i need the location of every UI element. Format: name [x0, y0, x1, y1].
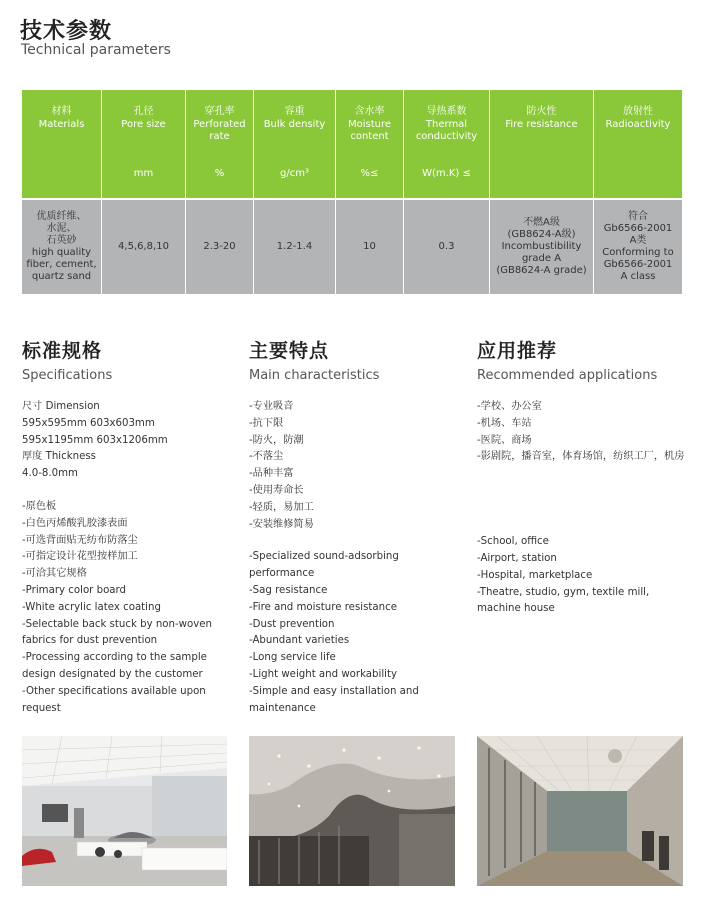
list-item: -可指定设计花型按样加工	[22, 551, 138, 563]
header-moisture-content: 含水率 Moisture content %≤	[336, 90, 404, 198]
list-item: -Airport, station	[477, 552, 557, 564]
cell-materials: 优质纤维、 水泥、 石英砂 high quality fiber, cement, quartz sand	[22, 200, 102, 294]
list-item: -Fire and moisture resistance	[249, 601, 397, 613]
size-line: 595x1195mm 603x1206mm	[22, 434, 168, 446]
list-item: -School, office	[477, 536, 549, 548]
list-item: -轻质，易加工	[249, 501, 314, 513]
list-item: -安装维修简易	[249, 518, 314, 530]
table-row	[22, 198, 682, 294]
cell-moisture-content: 10	[336, 200, 404, 294]
thickness-label: 厚度 Thickness	[22, 451, 96, 463]
list-item: -Hospital, marketplace	[477, 569, 593, 581]
header-perforated-rate: 穿孔率 Perforated rate %	[186, 90, 254, 198]
applications-title: 应用推荐	[477, 340, 558, 362]
size-label: 尺寸 Dimension	[22, 401, 100, 412]
header-pore-size: 孔径 Pore size mm	[102, 90, 186, 198]
header-materials: 材料 Materials	[22, 90, 102, 198]
list-item: -可选背面贴无纺布防落尘	[22, 534, 138, 546]
characteristics-section	[249, 336, 459, 717]
list-item: -Processing according to the sample design designated by the customer	[22, 652, 207, 680]
cell-radioactivity: 符合 Gb6566-2001 A类 Conforming to Gb6566-2001 A class	[602, 211, 674, 282]
header-bulk-density: 容重 Bulk density g/cm³	[254, 90, 336, 198]
cell-pore-size: 4,5,6,8,10	[102, 200, 186, 294]
list-item: -Dust prevention	[249, 618, 335, 630]
list-item: -Simple and easy installation and maintenance	[249, 685, 419, 714]
list-item: -White acrylic latex coating	[22, 601, 161, 613]
list-item: -不落尘	[249, 451, 284, 463]
list-item: -Abundant varieties	[249, 635, 350, 647]
list-item: -专业吸音	[249, 401, 294, 412]
cell-fire-resistance: 不燃A级 (GB8624-A级) Incombustibility grade A (GB8624-A grade)	[490, 200, 594, 294]
technical-parameters-table	[22, 90, 682, 294]
list-item: -影剧院，播音室，体育场馆，纺织工厂，机房	[477, 451, 685, 463]
cell-thermal-conductivity: 0.3	[404, 200, 490, 294]
header-fire-resistance: 防火性 Fire resistance	[490, 90, 594, 198]
header-thermal-conductivity: 导热系数 Thermal conductivity W(m.K) ≤	[404, 90, 490, 198]
list-item: -机场、车站	[477, 417, 532, 429]
list-item: -Selectable back stuck by non-woven fabrics for dust prevention	[22, 618, 212, 647]
showroom-photo	[22, 736, 227, 886]
characteristics-subtitle: Main characteristics	[249, 368, 380, 383]
list-item: -白色丙烯酸乳胶漆表面	[22, 517, 128, 529]
list-item: -使用寿命长	[249, 484, 304, 496]
corridor-photo	[477, 736, 683, 886]
list-item: -Long service life	[249, 652, 336, 664]
characteristics-title: 主要特点	[249, 340, 330, 362]
specifications-title: 标准规格	[22, 340, 103, 362]
list-item: -原色板	[22, 500, 57, 512]
list-item: -防火，防潮	[249, 434, 304, 446]
list-item: -品种丰富	[249, 468, 294, 480]
cell-perforated-rate: 2.3-20	[186, 200, 254, 294]
applications-subtitle: Recommended applications	[477, 368, 658, 383]
list-item: -医院、商场	[477, 434, 532, 446]
page-subtitle: Technical parameters	[21, 42, 171, 58]
table-header-row	[22, 90, 682, 198]
size-line: 595x595mm 603x603mm	[22, 417, 155, 429]
page-title: 技术参数	[20, 19, 113, 44]
list-item: -可洽其它规格	[22, 568, 87, 580]
thickness-value: 4.0-8.0mm	[22, 468, 78, 480]
list-item: -Other specifications available upon request	[22, 685, 206, 714]
specifications-subtitle: Specifications	[22, 368, 113, 383]
list-item: -学校、办公室	[477, 401, 542, 412]
hall-photo	[249, 736, 455, 886]
header-radioactivity: 放射性 Radioactivity	[605, 106, 671, 130]
cell-bulk-density: 1.2-1.4	[254, 200, 336, 294]
list-item: -抗下限	[249, 417, 284, 429]
list-item: -Sag resistance	[249, 584, 328, 596]
list-item: -Theatre, studio, gym, textile mill, machine house	[477, 586, 650, 615]
list-item: -Primary color board	[22, 584, 127, 596]
list-item: -Light weight and workability	[249, 668, 398, 680]
specifications-section	[22, 336, 234, 717]
list-item: -Specialized sound-adsorbing performance	[249, 551, 399, 580]
applications-section	[477, 336, 687, 618]
